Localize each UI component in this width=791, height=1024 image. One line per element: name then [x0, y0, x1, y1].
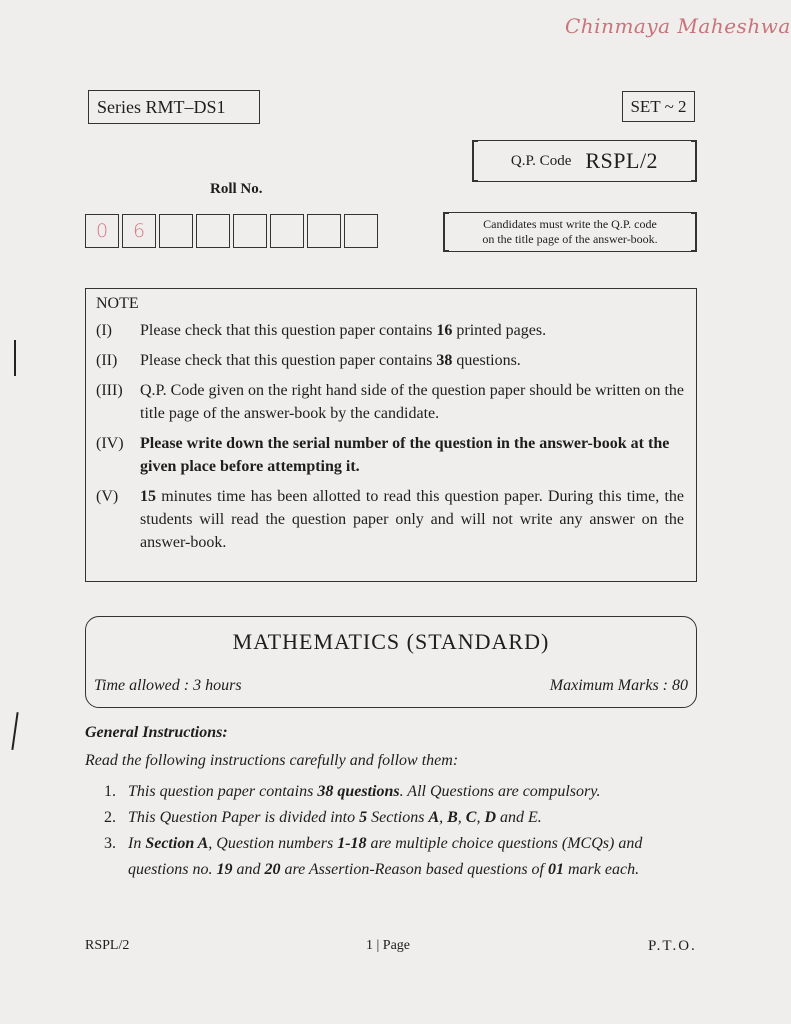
note-text-part: Please check that this question paper contains [140, 322, 437, 339]
instruction-item [104, 831, 698, 883]
note-number: (II) [96, 352, 118, 369]
note-item [96, 379, 684, 425]
instruction-text-bold: 38 questions [317, 783, 400, 800]
instruction-text-part: and [232, 861, 265, 878]
instruction-text-part: are Assertion-Reason based questions of [280, 861, 548, 878]
note-text: Please write down the serial number of the question in the answer-book at the given place before attempting it. [140, 435, 670, 475]
general-instructions-list [104, 779, 698, 883]
instruction-text-bold: A [428, 809, 440, 826]
candidates-note-line: Candidates must write the Q.P. code [483, 217, 657, 231]
instruction-item [104, 805, 698, 831]
note-box [85, 288, 697, 582]
note-number: (III) [96, 382, 123, 399]
roll-no-digit[interactable] [344, 214, 378, 248]
roll-no-boxes [85, 214, 378, 248]
note-item [96, 319, 684, 342]
subject-box [85, 616, 697, 708]
maximum-marks: Maximum Marks : 80 [549, 677, 688, 694]
instruction-text-bold: 20 [264, 861, 281, 878]
instruction-text-bold: D [484, 809, 497, 826]
roll-no-digit[interactable] [233, 214, 267, 248]
instruction-text-part: This question paper contains [128, 783, 318, 800]
margin-mark [11, 712, 18, 750]
roll-no-digit[interactable] [196, 214, 230, 248]
note-text-bold: 15 [140, 488, 156, 505]
instruction-text-bold: 19 [216, 861, 233, 878]
instruction-text-part: , [457, 809, 466, 826]
page-number: 1 | Page [366, 938, 411, 953]
roll-no-digit[interactable] [307, 214, 341, 248]
roll-no-label: Roll No. [210, 181, 263, 197]
instruction-number: 1. [104, 783, 116, 800]
note-number: (V) [96, 488, 119, 505]
instruction-text-part: , [439, 809, 448, 826]
instruction-text-part: In [128, 835, 146, 852]
note-title: NOTE [96, 295, 139, 312]
note-text [140, 349, 684, 372]
set-box: SET ~ 2 [622, 91, 695, 122]
subject-title: MATHEMATICS (STANDARD) [232, 629, 550, 654]
note-item [96, 485, 684, 554]
instruction-text [128, 831, 698, 883]
general-instructions-title: General Instructions: [85, 724, 228, 741]
note-text: Q.P. Code given on the right hand side of the question paper should be written on the title page of the answer-book by the candidate. [140, 382, 684, 422]
instruction-number: 2. [104, 809, 116, 826]
instruction-text [128, 779, 698, 805]
instruction-text-bold: Section A [145, 835, 209, 852]
series-box: Series RMT–DS1 [88, 90, 260, 124]
footer-qp-code: RSPL/2 [85, 938, 130, 953]
roll-no-digit[interactable] [270, 214, 304, 248]
roll-no-digit[interactable]: 0 [85, 214, 119, 248]
instruction-text-part: This Question Paper is divided into [128, 809, 360, 826]
instruction-text-part: and E. [496, 809, 542, 826]
roll-no-digit[interactable] [159, 214, 193, 248]
margin-mark [14, 340, 16, 376]
note-text [140, 319, 684, 342]
note-item [96, 349, 684, 372]
note-number: (IV) [96, 435, 124, 452]
instruction-text [128, 805, 698, 831]
time-allowed: Time allowed : 3 hours [94, 677, 242, 694]
handwritten-name: Chinmaya Maheshwa [565, 14, 791, 38]
note-number: (I) [96, 322, 112, 339]
candidates-note [444, 212, 696, 252]
instruction-text-part: , [476, 809, 485, 826]
note-text [140, 485, 684, 554]
instruction-text-bold: 5 [359, 809, 368, 826]
qp-code-value: RSPL/2 [585, 148, 659, 173]
qp-code-box [473, 140, 696, 182]
pto-label: P.T.O. [648, 938, 697, 954]
note-text-part: questions. [452, 352, 521, 369]
instruction-text-part: , Question numbers [208, 835, 338, 852]
candidates-note-line: on the title page of the answer-book. [482, 232, 658, 246]
instruction-text-bold: 01 [548, 861, 564, 878]
instruction-text-part: are multiple choice questions (MCQs) and questions no. [128, 835, 643, 878]
instruction-text-bold: 1-18 [337, 835, 367, 852]
note-item [96, 432, 684, 478]
note-text-bold: 16 [436, 322, 453, 339]
instruction-text-bold: B [447, 809, 458, 826]
note-text-part: minutes time has been allotted to read this question paper. During this time, the students will read the question paper only and will not write any answer on the answer-book. [140, 488, 684, 551]
instruction-text-part: Sections [367, 809, 429, 826]
qp-code-label: Q.P. Code [510, 152, 572, 169]
note-text-bold: 38 [436, 352, 453, 369]
general-instructions-intro: Read the following instructions carefully and follow them: [85, 752, 459, 769]
instruction-text-part: mark each. [564, 861, 640, 878]
instruction-text-bold: C [465, 809, 477, 826]
instruction-text-part: . All Questions are compulsory. [399, 783, 601, 800]
note-text-part: Please check that this question paper contains [140, 352, 437, 369]
instruction-number: 3. [104, 835, 116, 852]
roll-no-digit[interactable]: 6 [122, 214, 156, 248]
instruction-item [104, 779, 698, 805]
note-text-part: printed pages. [452, 322, 547, 339]
